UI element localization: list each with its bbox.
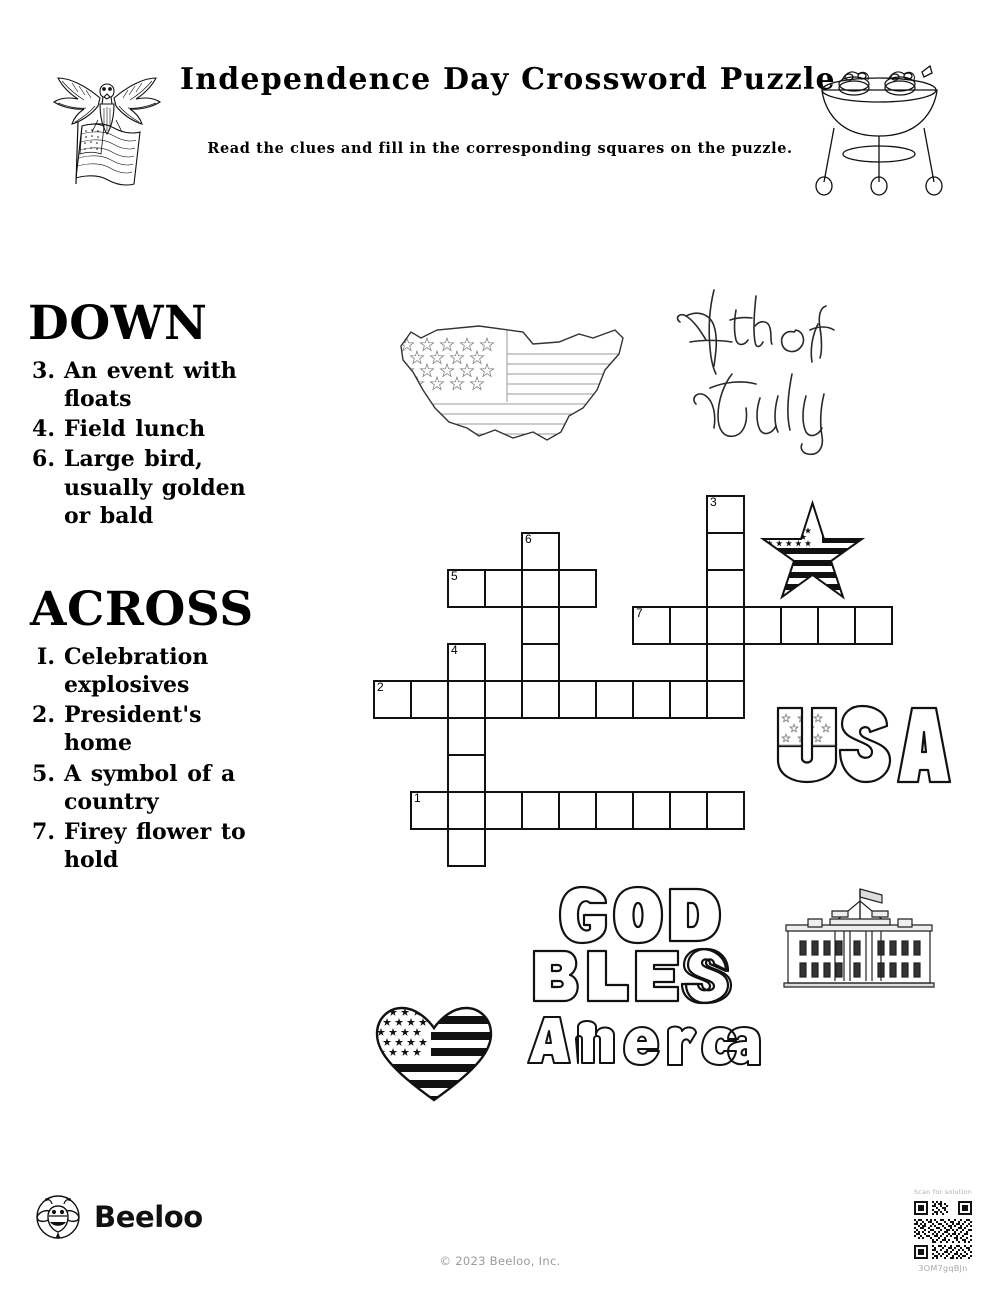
crossword-cell[interactable] xyxy=(447,643,486,682)
crossword-cell[interactable] xyxy=(521,606,560,645)
page-instructions: Read the clues and fill in the corresponding squares on the puzzle. xyxy=(207,140,793,157)
page-header xyxy=(0,0,1000,215)
qr-code[interactable] xyxy=(912,1199,974,1261)
cell-number: 4 xyxy=(451,643,458,657)
down-clue-6 xyxy=(0,445,340,529)
clue-text: Large bird, usually golden or bald xyxy=(64,446,246,529)
down-clue-4 xyxy=(0,415,340,443)
crossword-cell[interactable] xyxy=(669,680,708,719)
crossword-cell[interactable] xyxy=(521,680,560,719)
page-footer xyxy=(0,1180,1000,1294)
qr-caption: Scan for solution xyxy=(913,1188,972,1196)
crossword-cell[interactable] xyxy=(521,643,560,682)
clue-text: A symbol of a country xyxy=(64,760,236,815)
across-clues-block xyxy=(0,581,340,874)
across-clue-1 xyxy=(0,643,340,699)
down-heading: DOWN xyxy=(28,296,208,351)
across-clue-list xyxy=(0,643,340,874)
crossword-cell[interactable] xyxy=(817,606,856,645)
crossword-cell[interactable] xyxy=(706,495,745,534)
clue-text: Field lunch xyxy=(64,416,206,443)
page-title: Independence Day Crossword Puzzle xyxy=(180,62,836,97)
across-heading: ACROSS xyxy=(30,581,254,637)
crossword-cell[interactable] xyxy=(706,569,745,608)
brand-logo xyxy=(35,1194,203,1240)
crossword-cell[interactable] xyxy=(632,791,671,830)
clue-number: 2. xyxy=(32,702,55,729)
cell-number: 1 xyxy=(414,791,421,805)
clue-text: Celebration explosives xyxy=(64,643,209,699)
qr-block xyxy=(905,1188,981,1273)
brand-name: Beeloo xyxy=(94,1200,203,1234)
crossword-cell[interactable] xyxy=(743,606,782,645)
crossword-cell[interactable] xyxy=(558,569,597,608)
crossword-cell[interactable] xyxy=(669,606,708,645)
crossword-cell[interactable] xyxy=(447,791,486,830)
crossword-cell[interactable] xyxy=(484,569,523,608)
us-map-flag-icon xyxy=(383,312,643,462)
cell-number: 6 xyxy=(525,532,532,546)
crossword-grid[interactable] xyxy=(373,495,973,915)
crossword-cell[interactable] xyxy=(632,680,671,719)
clues-panel xyxy=(0,296,340,876)
crossword-cell[interactable] xyxy=(706,643,745,682)
crossword-cell[interactable] xyxy=(632,606,671,645)
crossword-cell[interactable] xyxy=(558,680,597,719)
crossword-cell[interactable] xyxy=(373,680,412,719)
qr-id-text: 3OM7gqBJn xyxy=(918,1264,968,1273)
crossword-cell[interactable] xyxy=(854,606,893,645)
clue-text: An event with floats xyxy=(64,358,237,413)
copyright-text: © 2023 Beeloo, Inc. xyxy=(439,1254,561,1268)
crossword-cell[interactable] xyxy=(447,569,486,608)
crossword-cell[interactable] xyxy=(447,680,486,719)
american-flag-heart-icon xyxy=(373,1002,495,1104)
crossword-cell[interactable] xyxy=(706,532,745,571)
crossword-cell[interactable] xyxy=(447,828,486,867)
crossword-cell[interactable] xyxy=(780,606,819,645)
crossword-cell[interactable] xyxy=(595,680,634,719)
clue-number: 4. xyxy=(32,416,55,443)
crossword-cell[interactable] xyxy=(558,791,597,830)
bbq-grill-icon xyxy=(812,50,947,195)
down-clues-block xyxy=(0,296,340,530)
across-clue-2 xyxy=(0,701,340,757)
crossword-cell[interactable] xyxy=(706,791,745,830)
cell-number: 3 xyxy=(710,495,717,509)
down-clue-list xyxy=(0,357,340,530)
clue-number: 5. xyxy=(32,760,55,787)
crossword-cell[interactable] xyxy=(410,791,449,830)
clue-text: President's home xyxy=(64,702,202,757)
crossword-cell[interactable] xyxy=(447,717,486,756)
crossword-cell[interactable] xyxy=(521,532,560,571)
bee-logo-icon xyxy=(35,1194,81,1240)
cell-number: 7 xyxy=(636,606,643,620)
eagle-with-flag-icon xyxy=(48,50,166,198)
crossword-cell[interactable] xyxy=(410,680,449,719)
crossword-cell[interactable] xyxy=(484,680,523,719)
clue-number: 3. xyxy=(32,358,55,384)
clue-number: 6. xyxy=(32,446,55,473)
clue-number: I. xyxy=(37,643,55,670)
crossword-cell[interactable] xyxy=(484,791,523,830)
cell-number: 5 xyxy=(451,569,458,583)
across-clue-7 xyxy=(0,818,340,874)
crossword-cell[interactable] xyxy=(521,791,560,830)
crossword-cell[interactable] xyxy=(595,791,634,830)
fourth-of-july-lettering xyxy=(660,270,875,460)
down-clue-3 xyxy=(0,357,340,413)
crossword-cell[interactable] xyxy=(706,606,745,645)
crossword-cell[interactable] xyxy=(669,791,708,830)
clue-text: Firey flower to hold xyxy=(64,818,246,874)
crossword-cell[interactable] xyxy=(706,680,745,719)
cell-number: 2 xyxy=(377,680,384,694)
crossword-cell[interactable] xyxy=(447,754,486,793)
clue-number: 7. xyxy=(32,818,55,845)
across-clue-5 xyxy=(0,760,340,816)
crossword-cell[interactable] xyxy=(521,569,560,608)
